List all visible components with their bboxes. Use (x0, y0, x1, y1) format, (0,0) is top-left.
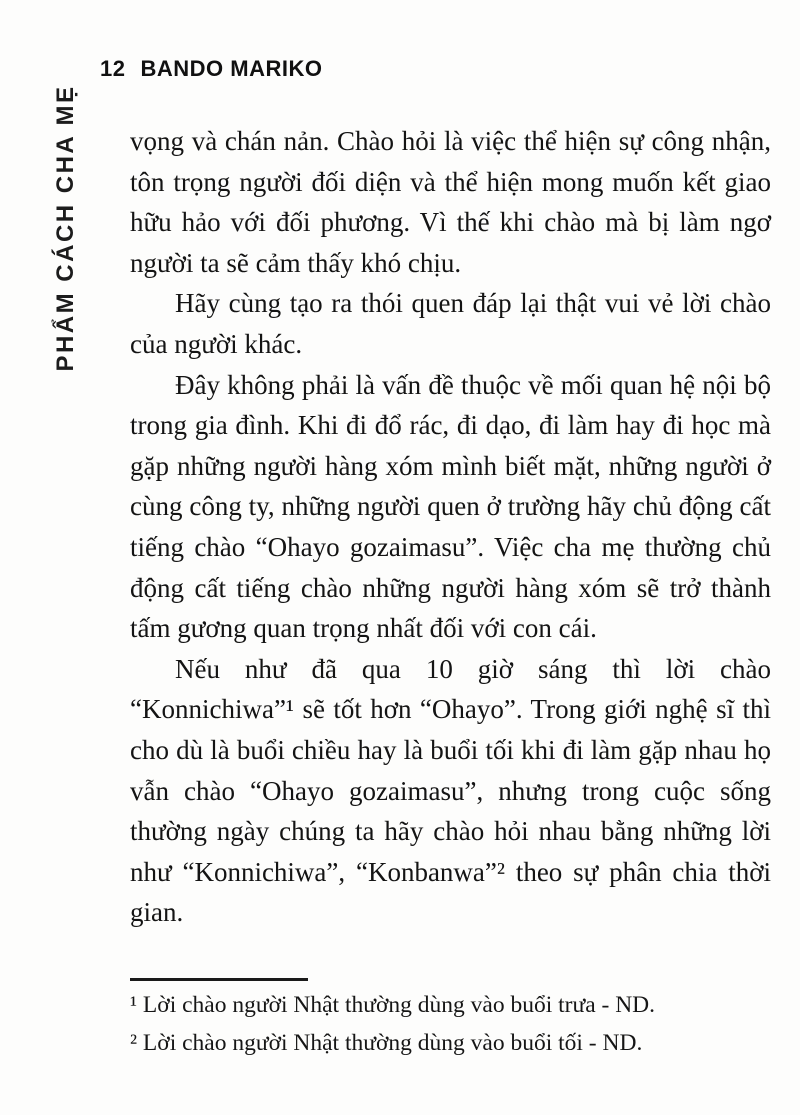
paragraph: Nếu như đã qua 10 giờ sáng thì lời chào “Konnichiwa”¹ sẽ tốt hơn “Ohayo”. Trong giới nghệ sĩ thì cho dù là buổi chiều hay là buổi tối khi đi làm gặp nhau họ vẫn chào “Ohayo gozaimasu”, nhưng trong cuộc sống thường ngày chúng ta hãy chào hỏi nhau bằng những lời như “Konnichiwa”, “Konbanwa”² theo sự phân chia thời gian. (130, 653, 771, 928)
paragraph: Đây không phải là vấn đề thuộc về mối quan hệ nội bộ trong gia đình. Khi đi đổ rác, đi dạo, đi làm hay đi học mà gặp những người hàng xóm mình biết mặt, những người ở cùng công ty, những người quen ở trường hãy chủ động cất tiếng chào “Ohayo gozaimasu”. Việc cha mẹ thường chủ động cất tiếng chào những người hàng xóm sẽ trở thành tấm gương quan trọng nhất đối với con cái. (130, 369, 771, 644)
book-title-vertical: PHẨM CÁCH CHA MẸ (52, 84, 79, 372)
paragraph: Hãy cùng tạo ra thói quen đáp lại thật vui vẻ lời chào của người khác. (130, 288, 771, 359)
footnote-1: ¹ Lời chào người Nhật thường dùng vào buổi trưa - ND. (130, 992, 656, 1018)
footnote-2: ² Lời chào người Nhật thường dùng vào buổi tối - ND. (130, 1029, 643, 1056)
body-text (130, 121, 771, 933)
footnote-divider (130, 978, 308, 981)
paragraph-continuation: vọng và chán nản. Chào hỏi là việc thể hiện sự công nhận, tôn trọng người đối diện và thể hiện mong muốn kết giao hữu hảo với đối phương. Vì thế khi chào mà bị làm ngơ người ta sẽ cảm thấy khó chịu. (130, 126, 771, 278)
page-number: 12 (100, 56, 126, 81)
running-head (100, 56, 322, 82)
author-name: BANDO MARIKO (140, 56, 323, 81)
footnotes (130, 987, 775, 1062)
